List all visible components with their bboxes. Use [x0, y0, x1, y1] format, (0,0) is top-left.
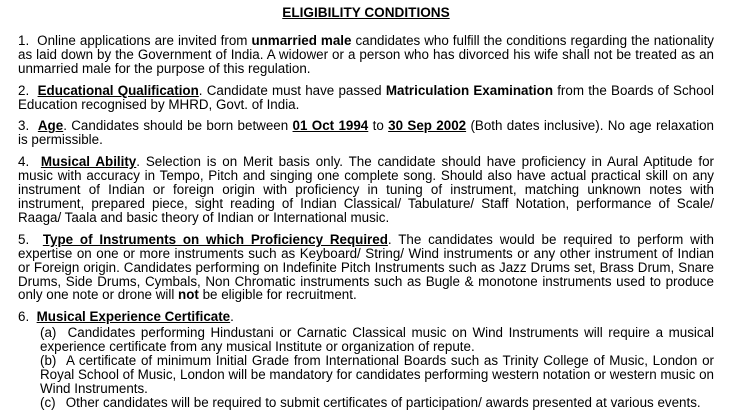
item-number: 3.: [18, 118, 30, 134]
item-4-musical-ability: [18, 155, 714, 225]
item-number: 4.: [18, 154, 30, 170]
end-date: 30 Sep 2002: [388, 118, 467, 134]
item-emphasis: not: [178, 287, 199, 303]
item-text: .: [230, 309, 234, 325]
item-text: . Candidate must have passed: [198, 82, 386, 98]
sub-item-text: Candidates performing Hindustani or Carnatic Classical music on Wind Instruments will require a musical experience certificate from any musical Institute or organization of repute.: [40, 325, 714, 355]
item-text: Online applications are invited from: [37, 32, 252, 48]
item-heading: Age: [37, 118, 64, 134]
sub-item-text: Other candidates will be required to submit certificates of participation/ awards presented at various events.: [65, 394, 701, 410]
item-text: (Both dates inclusive). No age relaxation is permissible.: [18, 118, 715, 148]
item-emphasis: unmarried male: [251, 32, 352, 48]
item-3-age: [18, 119, 714, 147]
item-heading: Educational Qualification: [37, 82, 199, 98]
sub-item-label: (b): [40, 353, 57, 369]
item-text: . Selection is on Merit basis only. The candidate should have proficiency in Aural Aptitude for music with accuracy in Tempo, Pitch and singing one complete song. Should also have actual practical skill on any instrument of Indian or foreign origin with proficiency in tuning of instrument, matching unknown notes with instrument, prepared piece, sight reading of Indian Classical/ Tabulature/ Staff Notation, performance of Scale/ Raaga/ Taala and basic theory of Indian or International music.: [18, 154, 714, 225]
start-date: 01 Oct 1994: [292, 118, 369, 134]
item-text: be eligible for recruitment.: [198, 287, 357, 303]
sub-item-label: (a): [40, 325, 57, 341]
item-number: 5.: [18, 231, 30, 247]
item-text: from the Boards of School Education recognised by MHRD, Govt. of India.: [18, 82, 714, 112]
item-heading: Musical Experience Certificate: [36, 309, 231, 325]
item-number: 2.: [18, 82, 30, 98]
item-1-unmarried-male: [18, 34, 714, 76]
item-text: to: [368, 118, 389, 134]
item-2-educational-qualification: [18, 84, 714, 112]
sub-item-c: [40, 396, 714, 410]
item-number: 6.: [18, 309, 30, 325]
item-emphasis: Matriculation Examination: [385, 82, 553, 98]
sub-item-label: (c): [40, 394, 56, 410]
item-heading: Type of Instruments on which Proficiency Required: [42, 231, 388, 247]
sub-item-a: [40, 326, 714, 354]
item-number: 1.: [18, 32, 30, 48]
item-heading: Musical Ability: [40, 154, 137, 170]
sub-item-text: A certificate of minimum Initial Grade from International Boards such as Trinity College of Music, London or Royal School of Music, London will be mandatory for candidates performing western notation or western music on Wind Instruments.: [40, 353, 714, 396]
item-6-experience-certificate: [18, 310, 714, 324]
item-text: . Candidates should be born between: [63, 118, 293, 134]
item-5-instruments: [18, 233, 714, 303]
page-title: ELIGIBILITY CONDITIONS: [282, 5, 450, 20]
item-text: . The candidates would be required to perform with expertise on one or more instruments such as Keyboard/ String/ Wind instruments or any other instrument of Indian or Foreign origin. Candidates performing on Indefinite Pitch Instruments such as Jazz Drums set, Brass Drum, Snare Drums, Side Drums, Cymbals, Non Chromatic instruments such as Bugle & monotone instruments used to produce only one note or drone will: [18, 231, 714, 303]
eligibility-document: [18, 6, 714, 410]
item-text: candidates who fulfill the conditions regarding the nationality as laid down by the Government of India. A widower or a person who has divorced his wife shall not be treated as an unmarried male for the purpose of this regulation.: [18, 32, 714, 76]
sub-item-b: [40, 354, 714, 396]
